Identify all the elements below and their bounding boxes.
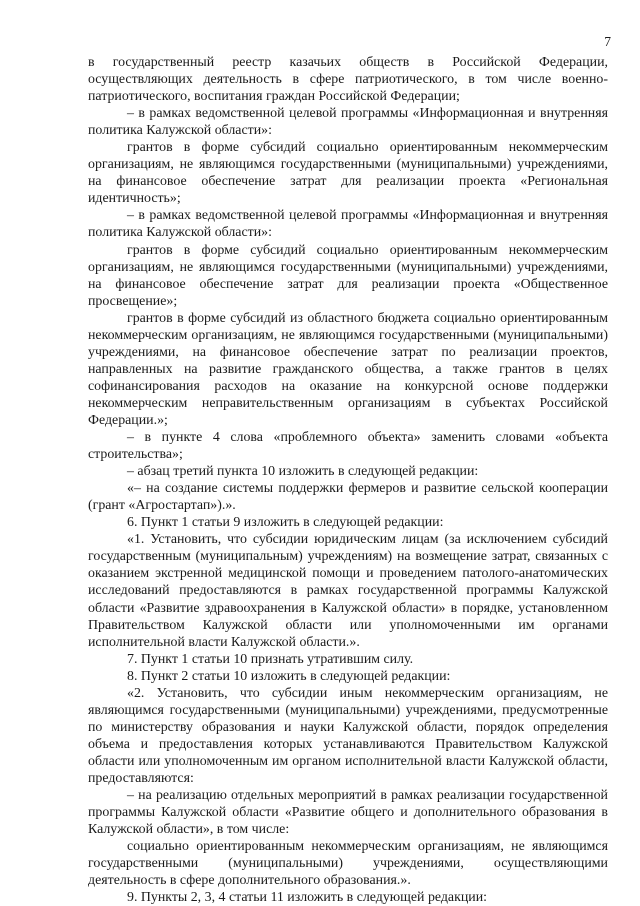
paragraph: – абзац третий пункта 10 изложить в следующей редакции:	[127, 464, 479, 480]
paragraph: – в рамках ведомственной целевой программы «Информационная и внутренняя политика Калужской области»:	[88, 208, 608, 241]
paragraph: «1. Установить, что субсидии юридическим лицам (за исключением субсидий государственным (муниципальным) учреждениям) на возмещение затрат, связанных с оказанием экстренной медицинской помощи и проведением патолого-анатомических исследований предоставляются в рамках государственной программы Калужской области «Развитие здравоохранения в Калужской области» в порядке, установленном Правительством Калужской области или уполномоченными им органами исполнительной власти Калужской области.».	[88, 532, 608, 650]
paragraph: 6. Пункт 1 статьи 9 изложить в следующей редакции:	[127, 515, 444, 531]
paragraph: – в пункте 4 слова «проблемного объекта» заменить словами «объекта строительства»;	[88, 430, 608, 463]
paragraph: «2. Установить, что субсидии иным некоммерческим организациям, не являющимся государственными (муниципальными) учреждениями, предусмотренные по министерству образования и науки Калужской области, порядок определения объема и предоставления которых устанавливаются Правительством Калужской области или уполномоченным им органом исполнительной власти Калужской области, предоставляются:	[88, 685, 608, 786]
paragraph: «– на создание системы поддержки фермеров и развитие сельской кооперации (грант «Агростартап»).».	[88, 481, 608, 514]
document-body	[88, 54, 608, 906]
paragraph: социально ориентированным некоммерческим организациям, не являющимся государственными (муниципальными) учреждениями, осуществляющими деятельность в сфере дополнительного образования.».	[88, 839, 608, 889]
page-number: 7	[604, 34, 611, 49]
paragraph: 7. Пункт 1 статьи 10 признать утратившим силу.	[127, 651, 414, 667]
paragraph: грантов в форме субсидий социально ориентированным некоммерческим организациям, не являющимся государственными (муниципальными) учреждениями, на финансовое обеспечение затрат для реализации проекта «Общественное просвещение»;	[88, 242, 608, 309]
paragraph: – в рамках ведомственной целевой программы «Информационная и внутренняя политика Калужской области»:	[88, 106, 608, 139]
paragraph: в государственный реестр казачьих обществ в Российской Федерации, осуществляющих деятельность в сфере патриотического, в том числе военно-патриотического, воспитания граждан Российской Федерации;	[88, 55, 608, 105]
paragraph: – на реализацию отдельных мероприятий в рамках реализации государственной программы Калужской области «Развитие общего и дополнительного образования в Калужской области», в том числе:	[88, 788, 608, 838]
paragraph: 9. Пункты 2, 3, 4 статьи 11 изложить в следующей редакции:	[127, 890, 488, 906]
paragraph: 8. Пункт 2 статьи 10 изложить в следующей редакции:	[127, 668, 451, 684]
paragraph: грантов в форме субсидий из областного бюджета социально ориентированным некоммерческим организациям, не являющимся государственными (муниципальными) учреждениями, на финансовое обеспечение затрат по реализации проектов, направленных на развитие гражданского общества, а также грантов в целях софинансирования расходов на оказание на конкурсной основе поддержки некоммерческим неправительственным организациям в субъектах Российской Федерации.»;	[88, 310, 608, 428]
paragraph: грантов в форме субсидий социально ориентированным некоммерческим организациям, не являющимся государственными (муниципальными) учреждениями, на финансовое обеспечение затрат для реализации проекта «Региональная идентичность»;	[88, 140, 608, 207]
